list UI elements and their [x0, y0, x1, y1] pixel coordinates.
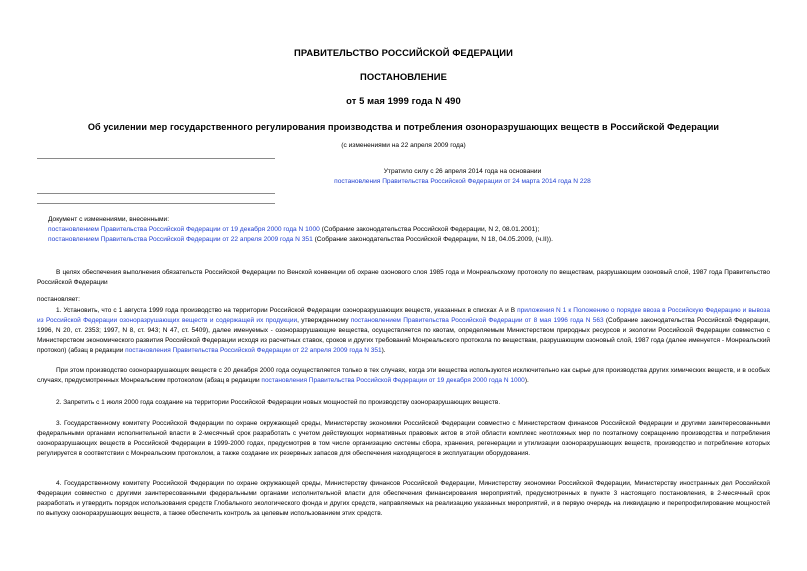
divider: [37, 158, 275, 159]
divider: [37, 203, 275, 204]
document-type: ПОСТАНОВЛЕНИЕ: [360, 71, 447, 82]
amendments-intro: Документ с изменениями, внесенными:: [48, 216, 170, 223]
amendment-link[interactable]: постановлением Правительства Российской Федерации от 22 апреля 2009 года N 351: [48, 236, 313, 244]
paragraph-text: ).: [381, 347, 386, 355]
lost-force-link[interactable]: постановления Правительства Российской Федерации от 24 марта 2014 года N 228: [334, 178, 591, 186]
paragraph-1-continued: [37, 366, 770, 386]
paragraph-text: , утвержденному: [297, 317, 351, 325]
divider: [37, 193, 275, 194]
preamble: В целях обеспечения выполнения обязательств Российской Федерации по Венской конвенции об охране озонового слоя 1985 года и Монреальскому протоколу по веществам, разрушающим озоновый слой, 1987 года Правительство Российской Федерации: [37, 269, 770, 287]
government-name: ПРАВИТЕЛЬСТВО РОССИЙСКОЙ ФЕДЕРАЦИИ: [294, 47, 513, 58]
document-title: Об усилении мер государственного регулирования производства и потребления озоноразрушающих веществ в Российской Федерации: [87, 122, 720, 132]
paragraph-1: [37, 306, 770, 356]
paragraph-2: 2. Запретить с 1 июля 2000 года создание на территории Российской Федерации новых мощностей по производству озоноразрушающих веществ.: [56, 399, 501, 406]
regulation-link[interactable]: постановлением Правительства Российской Федерации от 8 мая 1996 года N 563: [350, 317, 604, 325]
lost-force-notice: [0, 167, 807, 187]
paragraph-4: 4. Государственному комитету Российской Федерации по охране окружающей среды, Министерству финансов Российской Федерации, Министерству экономики Российской Федерации, Министерству иностранных дел Российской Федерации совместно с другими заинтересованными федеральными органами исполнительной власти для обеспечения финансирования мероприятий, предусмотренных в пункте 3 настоящего постановления, в 2-месячный срок разработать и утвердить порядок использования средств Глобального экологического фонда и других средств, направляемых на реализацию указанных мероприятий, и в первую очередь на ликвидацию и перепрофилирование мощностей по выпуску озоноразрушающих веществ, а также обеспечить контроль за целевым использованием этих средств.: [37, 480, 770, 518]
paragraph-text: ).: [524, 377, 529, 385]
decree-word: постановляет:: [37, 296, 80, 303]
amendment-item: [48, 235, 768, 245]
paragraph-text: 1. Установить, что с 1 августа 1999 года производство на территории Российской Федерации озоноразрушающих веществ, указанных в списках А и В: [56, 307, 518, 314]
amendment-source: (Собрание законодательства Российской Федерации, N 18, 04.05.2009, (ч.II)).: [312, 236, 553, 244]
regulation-link[interactable]: постановления Правительства Российской Федерации от 22 апреля 2009 года N 351: [125, 347, 382, 355]
paragraph-text: При этом производство озоноразрушающих веществ с 20 декабря 2000 года осуществляется только в тех случаях, когда эти вещества используются исключительно как сырье для производства других химических веществ, и в особых случаях, предусмотренных Монреальским протоколом (абзац в редакции: [37, 367, 770, 385]
regulation-link[interactable]: приложения N 1 к Положению о порядке ввоза в Российскую Федерацию и вывоза из Российской Федерации озоноразрушающих веществ и содержащей их продукции: [37, 307, 770, 325]
paragraph-text: (Собрание законодательства Российской Федерации, 1996, N 20, ст. 2353; 1997, N 8, ст. 943; N 47, ст. 5409), далее именуемых - озоноразрушающие вещества, осуществляется по квотам, определяемым Министерством природных ресурсов и экологии Российской Федерации совместно с Министерством экономического развития Российской Федерации исходя из расчетных ставок, сроков и других требований Монреальского протокола по веществам, разрушающим озоновый слой, 1987 года (далее именуется - Монреальский протокол) (абзац в редакции: [37, 317, 770, 355]
amendment-link[interactable]: постановлением Правительства Российской Федерации от 19 декабря 2000 года N 1000: [48, 226, 320, 234]
amendment-source: (Собрание законодательства Российской Федерации, N 2, 08.01.2001);: [319, 226, 540, 234]
paragraph-3: 3. Государственному комитету Российской Федерации по охране окружающей среды, Министерству экономики Российской Федерации совместно с Министерством финансов Российской Федерации и другими заинтересованными федеральными органами исполнительной власти в 2-месячный срок разработать с учетом действующих нормативных правовых актов в этой области комплекс неотложных мер по поэтапному сокращению производства и потребления озоноразрушающих веществ в Российской Федерации в 1999-2000 годах, предусмотрев в том числе организацию системы сбора, хранения, регенерации и утилизации озоноразрушающих веществ, производство и потребление которых регулируется в соответствии с Монреальским протоколом, а также создание их резервных запасов для обеспечения находящегося в эксплуатации оборудования.: [37, 420, 770, 458]
amendment-item: [48, 225, 768, 235]
amendments-block: [48, 215, 768, 245]
lost-force-text: Утратило силу с 26 апреля 2014 года на основании: [383, 168, 542, 175]
document-date: от 5 мая 1999 года N 490: [346, 95, 461, 106]
amendment-note: (с изменениями на 22 апреля 2009 года): [341, 142, 466, 149]
regulation-link[interactable]: постановления Правительства Российской Федерации от 19 декабря 2000 года N 1000: [261, 377, 525, 385]
